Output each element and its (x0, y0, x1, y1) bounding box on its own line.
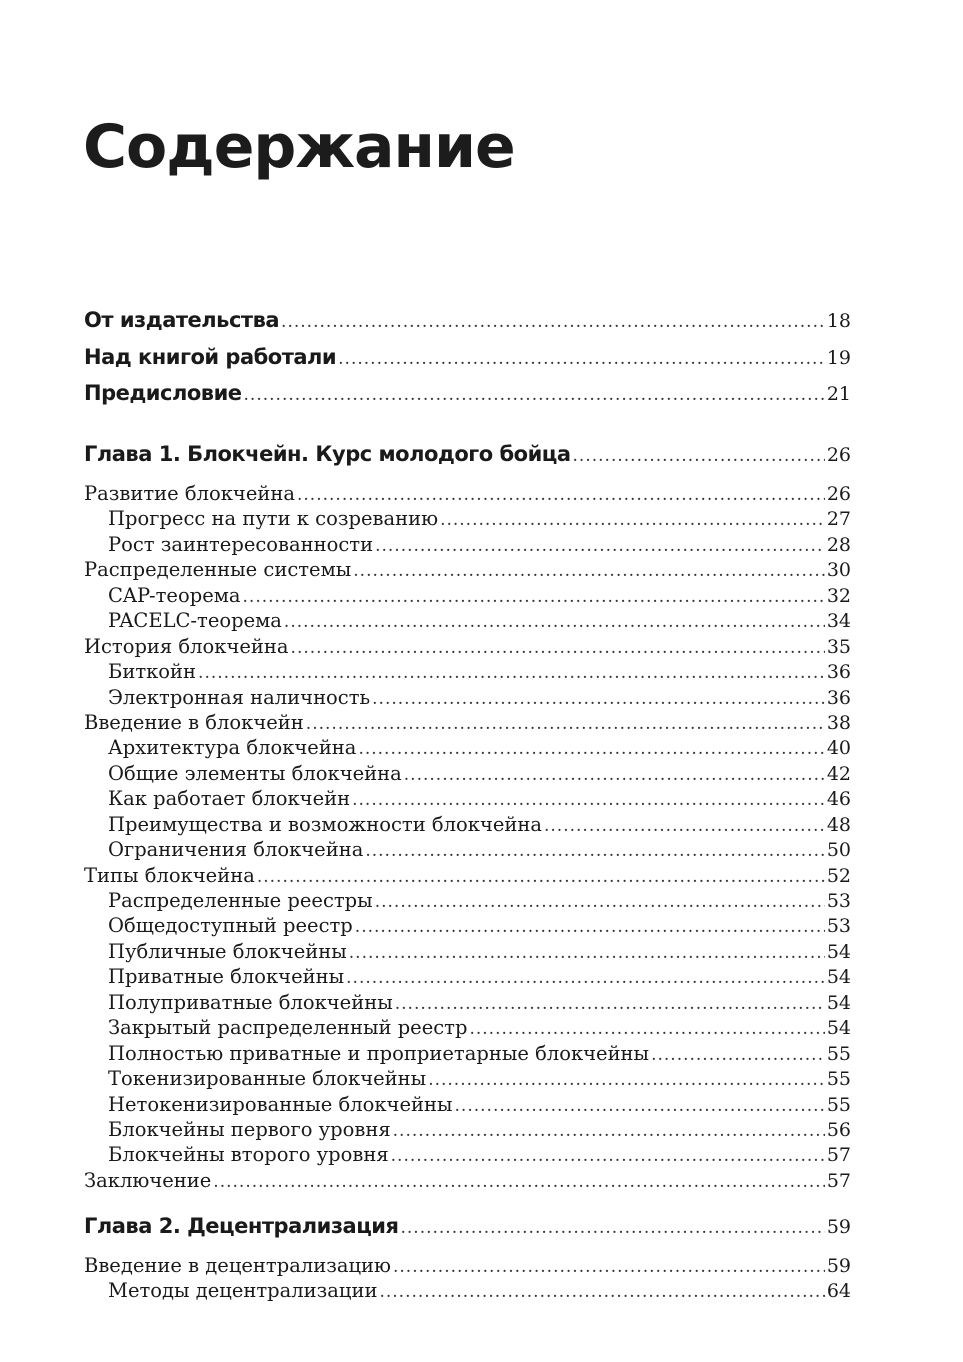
toc-page-number: 55 (826, 1042, 851, 1065)
toc-page-number: 46 (826, 788, 851, 811)
toc-entry-label: Распределенные реестры (108, 889, 373, 912)
toc-entry-label: Закрытый распределенный реестр (108, 1016, 468, 1040)
toc-entry-label: Распределенные системы (84, 558, 352, 582)
chapter-2-section (84, 1214, 851, 1305)
dot-leader (375, 536, 825, 556)
dot-leader (352, 790, 825, 810)
toc-page-number: 36 (826, 686, 851, 709)
toc-page-number: 21 (826, 383, 851, 405)
toc-page-number: 26 (826, 444, 851, 466)
toc-entry-label: Предисловие (84, 381, 242, 405)
dot-leader (393, 1257, 825, 1277)
toc-subsection-entry[interactable] (84, 584, 851, 609)
chapter-1-section (84, 442, 851, 1194)
toc-subsection-entry[interactable] (84, 507, 851, 532)
toc-entry-label: Полуприватные блокчейны (108, 990, 393, 1014)
toc-subsection-entry[interactable] (84, 1016, 851, 1041)
toc-subsection-entry[interactable] (84, 1118, 851, 1143)
toc-page-number: 55 (826, 1068, 851, 1091)
toc-entry-label: PACELC-теорема (108, 609, 282, 633)
toc-entry-label: Общедоступный реестр (108, 914, 353, 938)
toc-subsection-entry[interactable] (84, 1143, 851, 1168)
toc-subsection-entry[interactable] (84, 660, 851, 685)
dot-leader (306, 714, 825, 734)
toc-subsection-entry[interactable] (84, 1093, 851, 1118)
toc-page-number: 38 (826, 711, 851, 734)
toc-page-number: 35 (826, 635, 851, 658)
toc-page-number: 50 (826, 839, 851, 862)
toc-subsection-entry[interactable] (84, 736, 851, 761)
toc-subsection-entry[interactable] (84, 787, 851, 812)
toc-entry-label: CAP-теорема (108, 583, 241, 607)
toc-section-entry[interactable] (84, 864, 851, 889)
front-matter-list (84, 308, 851, 418)
toc-subsection-entry[interactable] (84, 838, 851, 863)
toc-front-entry[interactable] (84, 381, 851, 418)
toc-page-number: 34 (826, 610, 851, 633)
toc-page-number: 54 (826, 940, 851, 963)
dot-leader (284, 612, 825, 632)
dot-leader (404, 765, 825, 785)
dot-leader (281, 312, 825, 332)
toc-page-number: 19 (826, 346, 851, 369)
toc-entry-label: Преимущества и возможности блокчейна (108, 812, 542, 836)
toc-page-number: 59 (826, 1216, 851, 1238)
toc-page-number: 27 (826, 508, 851, 531)
toc-entry-label: Глава 2. Децентрализация (84, 1214, 399, 1238)
dot-leader (213, 1172, 825, 1192)
toc-page-number: 32 (826, 584, 851, 607)
toc-entry-label: Рост заинтересованности (108, 532, 374, 556)
toc-page-number: 52 (826, 864, 851, 887)
toc-entry-label: Электронная наличность (108, 685, 371, 709)
toc-subsection-entry[interactable] (84, 609, 851, 634)
toc-section-entry[interactable] (84, 482, 851, 507)
toc-entry-label: Блокчейны первого уровня (108, 1117, 391, 1141)
dot-leader (400, 1218, 824, 1238)
toc-page-number: 42 (826, 762, 851, 785)
dot-leader (428, 1070, 825, 1090)
toc-chapter-heading[interactable] (84, 442, 851, 476)
toc-page-number: 55 (826, 1093, 851, 1116)
toc-page-number: 26 (826, 483, 851, 505)
toc-page-number: 54 (826, 991, 851, 1014)
dot-leader (355, 917, 825, 937)
dot-leader (391, 1146, 825, 1166)
toc-page-number: 56 (826, 1118, 851, 1141)
toc-subsection-entry[interactable] (84, 914, 851, 939)
toc-chapter-heading[interactable] (84, 1214, 851, 1248)
dot-leader (291, 638, 825, 658)
dot-leader (244, 385, 825, 405)
toc-entry-label: Блокчейны второго уровня (108, 1143, 389, 1167)
toc-subsection-entry[interactable] (84, 889, 851, 914)
toc-entry-label: Методы децентрализации (108, 1279, 378, 1303)
toc-entry-label: Общие элементы блокчейна (108, 761, 402, 785)
toc-section-entry[interactable] (84, 558, 851, 583)
toc-section-entry[interactable] (84, 635, 851, 660)
toc-entry-label: Биткойн (108, 660, 197, 684)
toc-subsection-entry[interactable] (84, 1042, 851, 1067)
dot-leader (573, 446, 825, 466)
dot-leader (379, 1282, 824, 1302)
toc-entry-label: От издательства (84, 308, 280, 332)
toc-subsection-entry[interactable] (84, 1067, 851, 1092)
toc-section-entry[interactable] (84, 1254, 851, 1279)
toc-entry-label: Глава 1. Блокчейн. Курс молодого бойца (84, 442, 571, 466)
dot-leader (455, 1096, 825, 1116)
toc-page-number: 53 (826, 890, 851, 912)
toc-entry-label: Заключение (84, 1168, 212, 1192)
toc-page-number: 57 (826, 1169, 851, 1192)
toc-subsection-entry[interactable] (84, 1279, 851, 1304)
dot-leader (544, 816, 825, 836)
dot-leader (346, 968, 825, 988)
toc-entry-label: Развитие блокчейна (84, 482, 295, 505)
dot-leader (198, 663, 825, 683)
toc-page-number: 30 (826, 559, 851, 582)
toc-entry-label: Над книгой работали (84, 344, 337, 369)
toc-entry-label: Как работает блокчейн (108, 787, 351, 811)
dot-leader (440, 510, 825, 530)
dot-leader (469, 1019, 824, 1039)
toc-subsection-entry[interactable] (84, 533, 851, 558)
toc-entry-label: Публичные блокчейны (108, 939, 347, 963)
toc-subsection-entry[interactable] (84, 965, 851, 990)
dot-leader (375, 892, 825, 912)
toc-page-number: 64 (826, 1280, 851, 1303)
toc-entry-label: История блокчейна (84, 634, 289, 658)
toc-entry-label: Токенизированные блокчейны (108, 1067, 427, 1091)
toc-page-number: 54 (826, 1017, 851, 1040)
toc-page-number: 18 (826, 310, 851, 332)
toc-subsection-entry[interactable] (84, 813, 851, 838)
toc-section-entry[interactable] (84, 1169, 851, 1194)
toc-entry-label: Типы блокчейна (84, 863, 255, 887)
dot-leader (338, 349, 825, 369)
toc-entry-label: Приватные блокчейны (108, 965, 345, 989)
dot-leader (353, 561, 825, 581)
toc-page-number: 36 (826, 661, 851, 684)
dot-leader (372, 689, 825, 709)
page-title: Содержание (83, 112, 515, 182)
toc-entry-label: Архитектура блокчейна (108, 736, 357, 760)
toc-page-number: 53 (826, 915, 851, 938)
toc-entry-label: Прогресс на пути к созреванию (108, 507, 439, 531)
dot-leader (365, 841, 824, 861)
toc-page-number: 28 (826, 533, 851, 556)
dot-leader (297, 485, 825, 505)
toc-page-number: 59 (826, 1255, 851, 1277)
toc-page-number: 40 (826, 737, 851, 760)
toc-subsection-entry[interactable] (84, 991, 851, 1016)
toc-entry-label: Ограничения блокчейна (108, 838, 364, 862)
toc-subsection-entry[interactable] (84, 940, 851, 965)
toc-entry-label: Полностью приватные и проприетарные блокчейны (108, 1041, 650, 1065)
toc-page-number: 54 (826, 966, 851, 989)
toc-front-entry[interactable] (84, 345, 851, 382)
toc-page-number: 48 (826, 813, 851, 836)
toc-entry-label: Нетокенизированные блокчейны (108, 1092, 453, 1116)
toc-subsection-entry[interactable] (84, 762, 851, 787)
toc-entry-label: Введение в блокчейн (84, 710, 304, 734)
toc-entry-label: Введение в децентрализацию (84, 1254, 391, 1277)
dot-leader (651, 1045, 825, 1065)
toc-section-entry[interactable] (84, 711, 851, 736)
dot-leader (395, 994, 825, 1014)
toc-subsection-entry[interactable] (84, 686, 851, 711)
dot-leader (257, 867, 825, 887)
dot-leader (358, 739, 824, 759)
dot-leader (349, 943, 825, 963)
dot-leader (243, 587, 825, 607)
dot-leader (393, 1121, 825, 1141)
toc-page-number: 57 (826, 1144, 851, 1167)
toc-front-entry[interactable] (84, 308, 851, 345)
